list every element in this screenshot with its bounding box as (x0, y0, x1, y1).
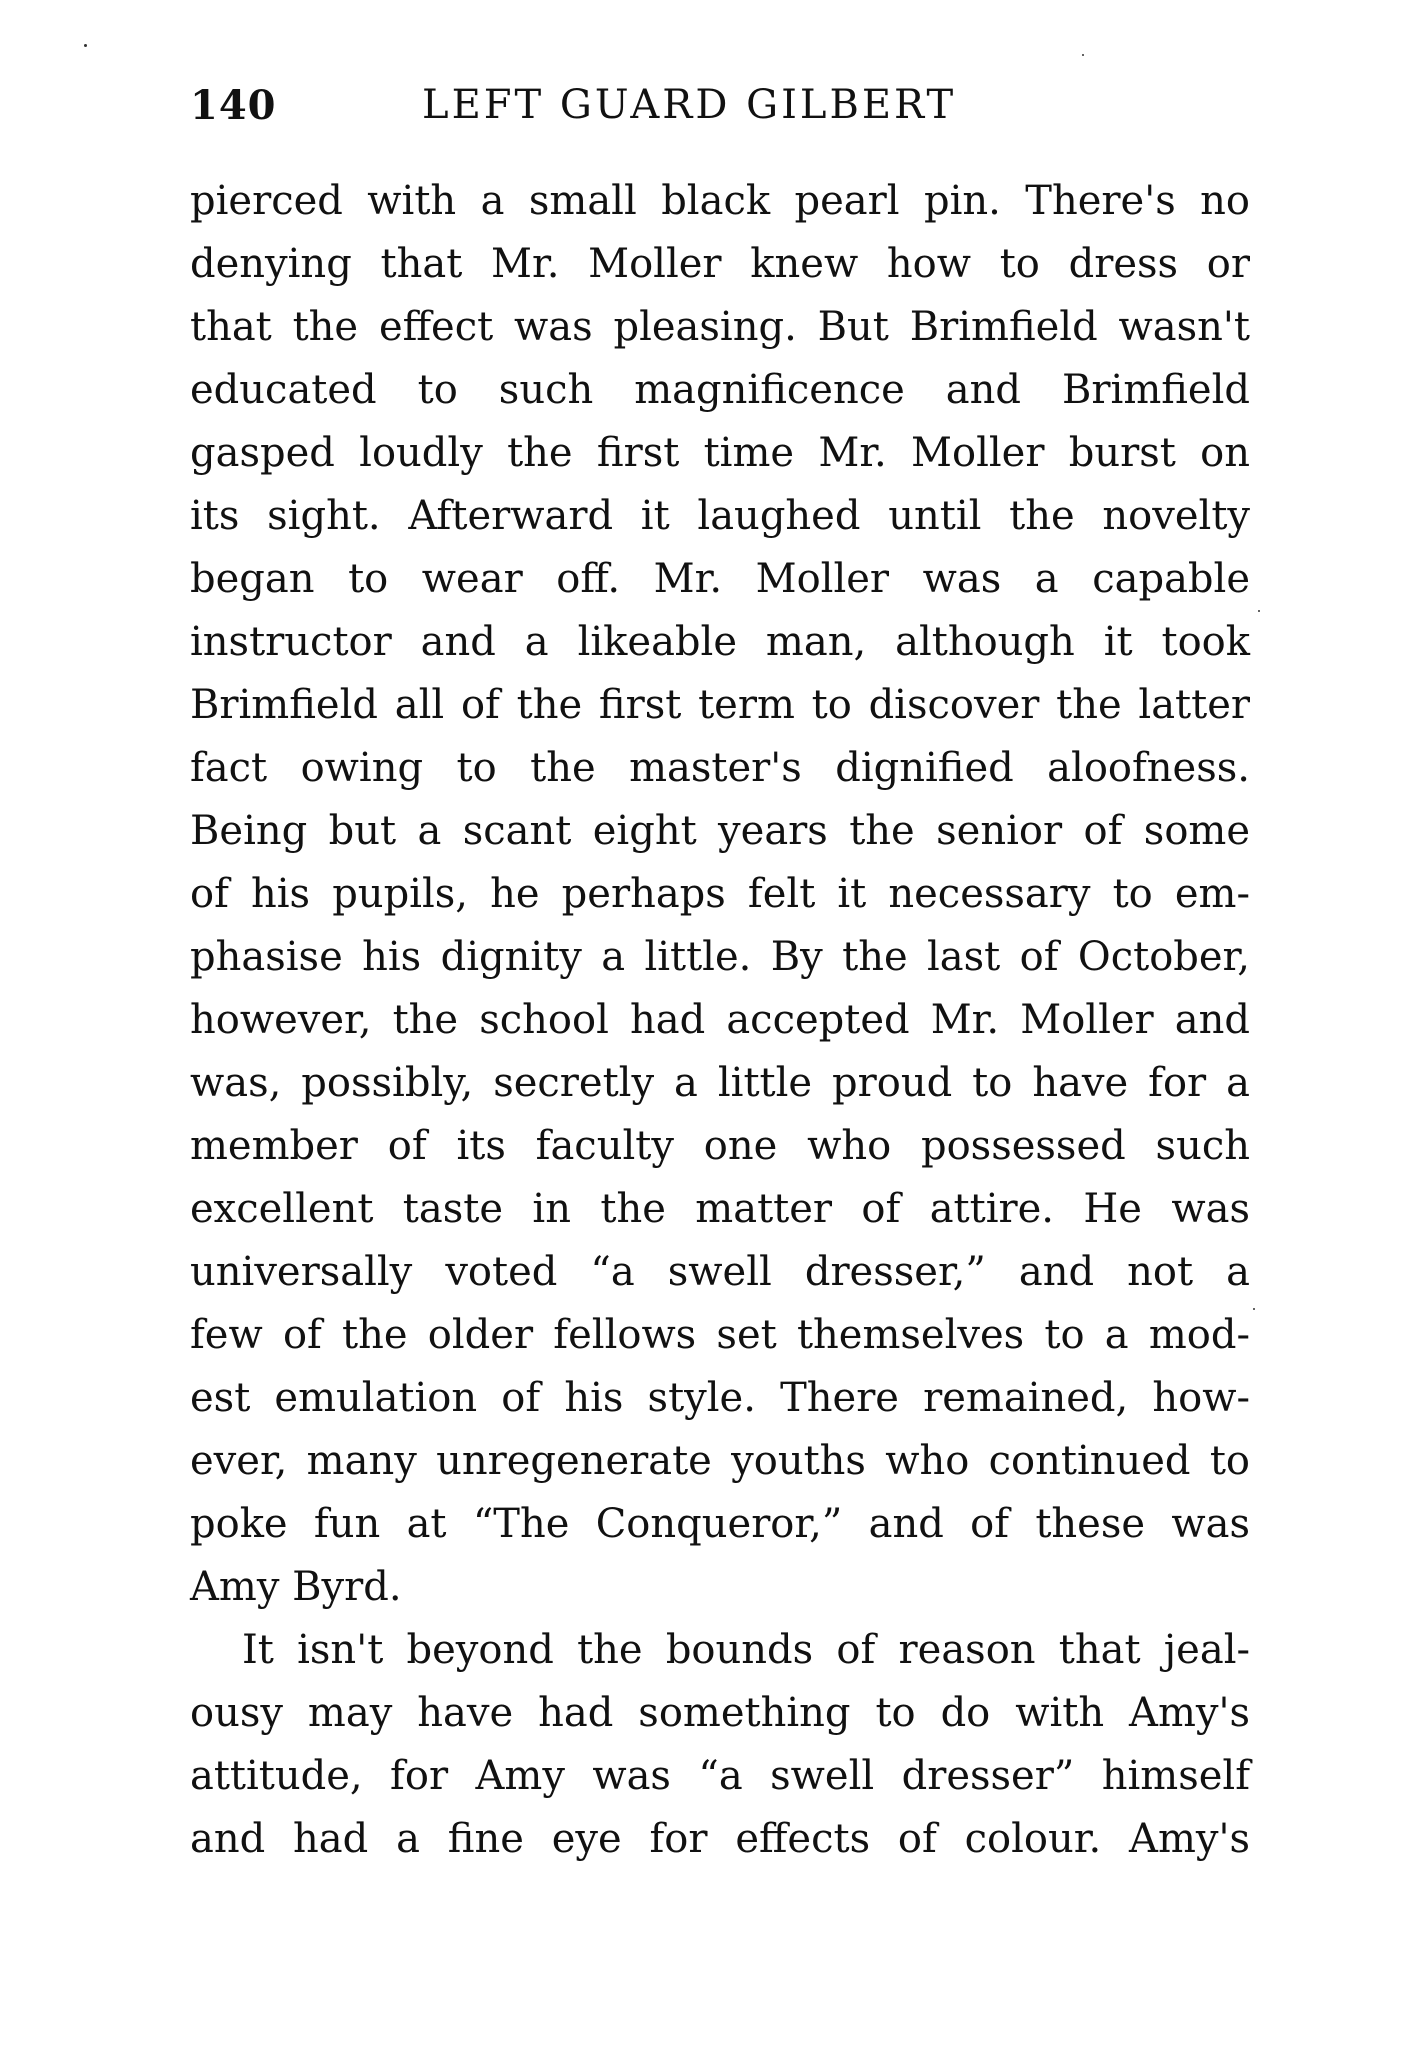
page-number: 140 (190, 82, 277, 129)
paper-speck (1258, 610, 1260, 612)
text-line: fact owing to the master's dignified aloofness. (190, 745, 1250, 791)
running-title: LEFT GUARD GILBERT (422, 82, 957, 128)
text-line: gasped loudly the first time Mr. Moller burst on (190, 430, 1250, 476)
text-line: est emulation of his style. There remained, how- (190, 1375, 1250, 1421)
text-line: few of the older fellows set themselves to a mod- (190, 1312, 1250, 1358)
text-line: attitude, for Amy was “a swell dresser” himself (190, 1753, 1250, 1799)
text-line: began to wear off. Mr. Moller was a capable (190, 556, 1250, 602)
text-line: Brimfield all of the first term to discover the latter (190, 682, 1250, 728)
paper-speck (1082, 54, 1084, 56)
paragraph (190, 1619, 1250, 1871)
text-line: phasise his dignity a little. By the last of October, (190, 934, 1250, 980)
text-line: its sight. Afterward it laughed until the novelty (190, 493, 1250, 539)
text-line: member of its faculty one who possessed such (190, 1123, 1250, 1169)
text-line: ever, many unregenerate youths who continued to (190, 1438, 1250, 1484)
text-line: pierced with a small black pearl pin. There's no (190, 178, 1250, 224)
running-head (190, 82, 1250, 142)
text-line: Amy Byrd. (190, 1564, 402, 1610)
body-text (190, 170, 1250, 1871)
text-line: It isn't beyond the bounds of reason that jeal- (242, 1627, 1250, 1673)
paper-speck (1253, 1308, 1255, 1310)
paper-speck (84, 44, 87, 47)
text-line: that the effect was pleasing. But Brimfield wasn't (190, 304, 1250, 350)
text-line: universally voted “a swell dresser,” and not a (190, 1249, 1250, 1295)
text-line: poke fun at “The Conqueror,” and of these was (190, 1501, 1250, 1547)
text-line: educated to such magnificence and Brimfield (190, 367, 1250, 413)
text-line: ousy may have had something to do with Amy's (190, 1690, 1250, 1736)
text-line: Being but a scant eight years the senior of some (190, 808, 1250, 854)
text-line: and had a fine eye for effects of colour. Amy's (190, 1816, 1250, 1862)
paragraph (190, 170, 1250, 1619)
text-line: however, the school had accepted Mr. Moller and (190, 997, 1250, 1043)
text-line: instructor and a likeable man, although it took (190, 619, 1250, 665)
text-line: denying that Mr. Moller knew how to dress or (190, 241, 1250, 287)
text-line: excellent taste in the matter of attire. He was (190, 1186, 1250, 1232)
text-line: was, possibly, secretly a little proud to have for a (190, 1060, 1250, 1106)
text-line: of his pupils, he perhaps felt it necessary to em- (190, 871, 1250, 917)
